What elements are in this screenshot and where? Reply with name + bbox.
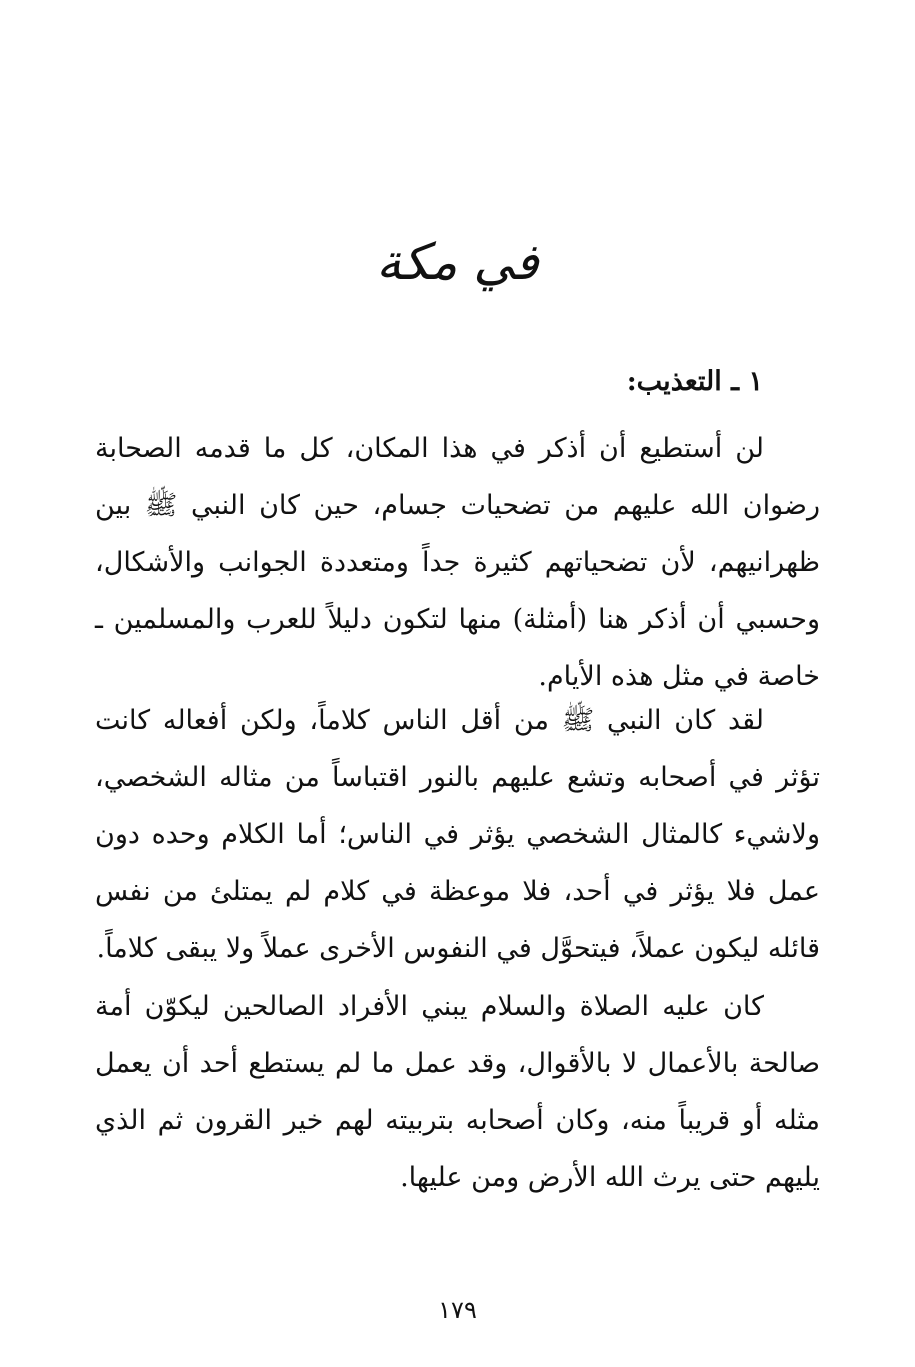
paragraph-text: لن أستطيع أن أذكر في هذا المكان، كل ما قدمه الصحابة رضوان الله عليهم من تضحيات جسام، حين كان النبي ﷺ بين ظهرانيهم، لأن تضحياتهم كثيرة جداً ومتعددة الجوانب والأشكال، وحسبي أن أذكر هنا (أمثلة) منها لتكون دليلاً للعرب والمسلمين ـ خاصة في مثل هذه الأيام.: [95, 433, 820, 692]
paragraph: [95, 692, 820, 977]
section-heading: ١ ـ التعذيب:: [626, 366, 763, 397]
page-number: ١٧٩: [438, 1296, 477, 1324]
paragraph-text: كان عليه الصلاة والسلام يبني الأفراد الصالحين ليكوّن أمة صالحة بالأعمال لا بالأقوال، وقد عمل ما لم يستطع أحد أن يعمل مثله أو قريباً منه، وكان أصحابه بتربيته لهم خير القرون ثم الذي يليهم حتى يرث الله الأرض ومن عليها.: [95, 991, 820, 1193]
paragraph-text: لقد كان النبي ﷺ من أقل الناس كلاماً، ولكن أفعاله كانت تؤثر في أصحابه وتشع عليهم بالنور اقتباساً من مثاله الشخصي، ولاشيء كالمثال الشخصي يؤثر في الناس؛ أما الكلام وحده دون عمل فلا يؤثر في أحد، فلا موعظة في كلام لم يمتلئ من نفس قائله ليكون عملاً، فيتحوَّل في النفوس الأخرى عملاً ولا يبقى كلاماً.: [95, 705, 820, 964]
paragraph: [95, 978, 820, 1206]
chapter-title: في مكة: [376, 233, 539, 291]
paragraph: [95, 420, 820, 705]
